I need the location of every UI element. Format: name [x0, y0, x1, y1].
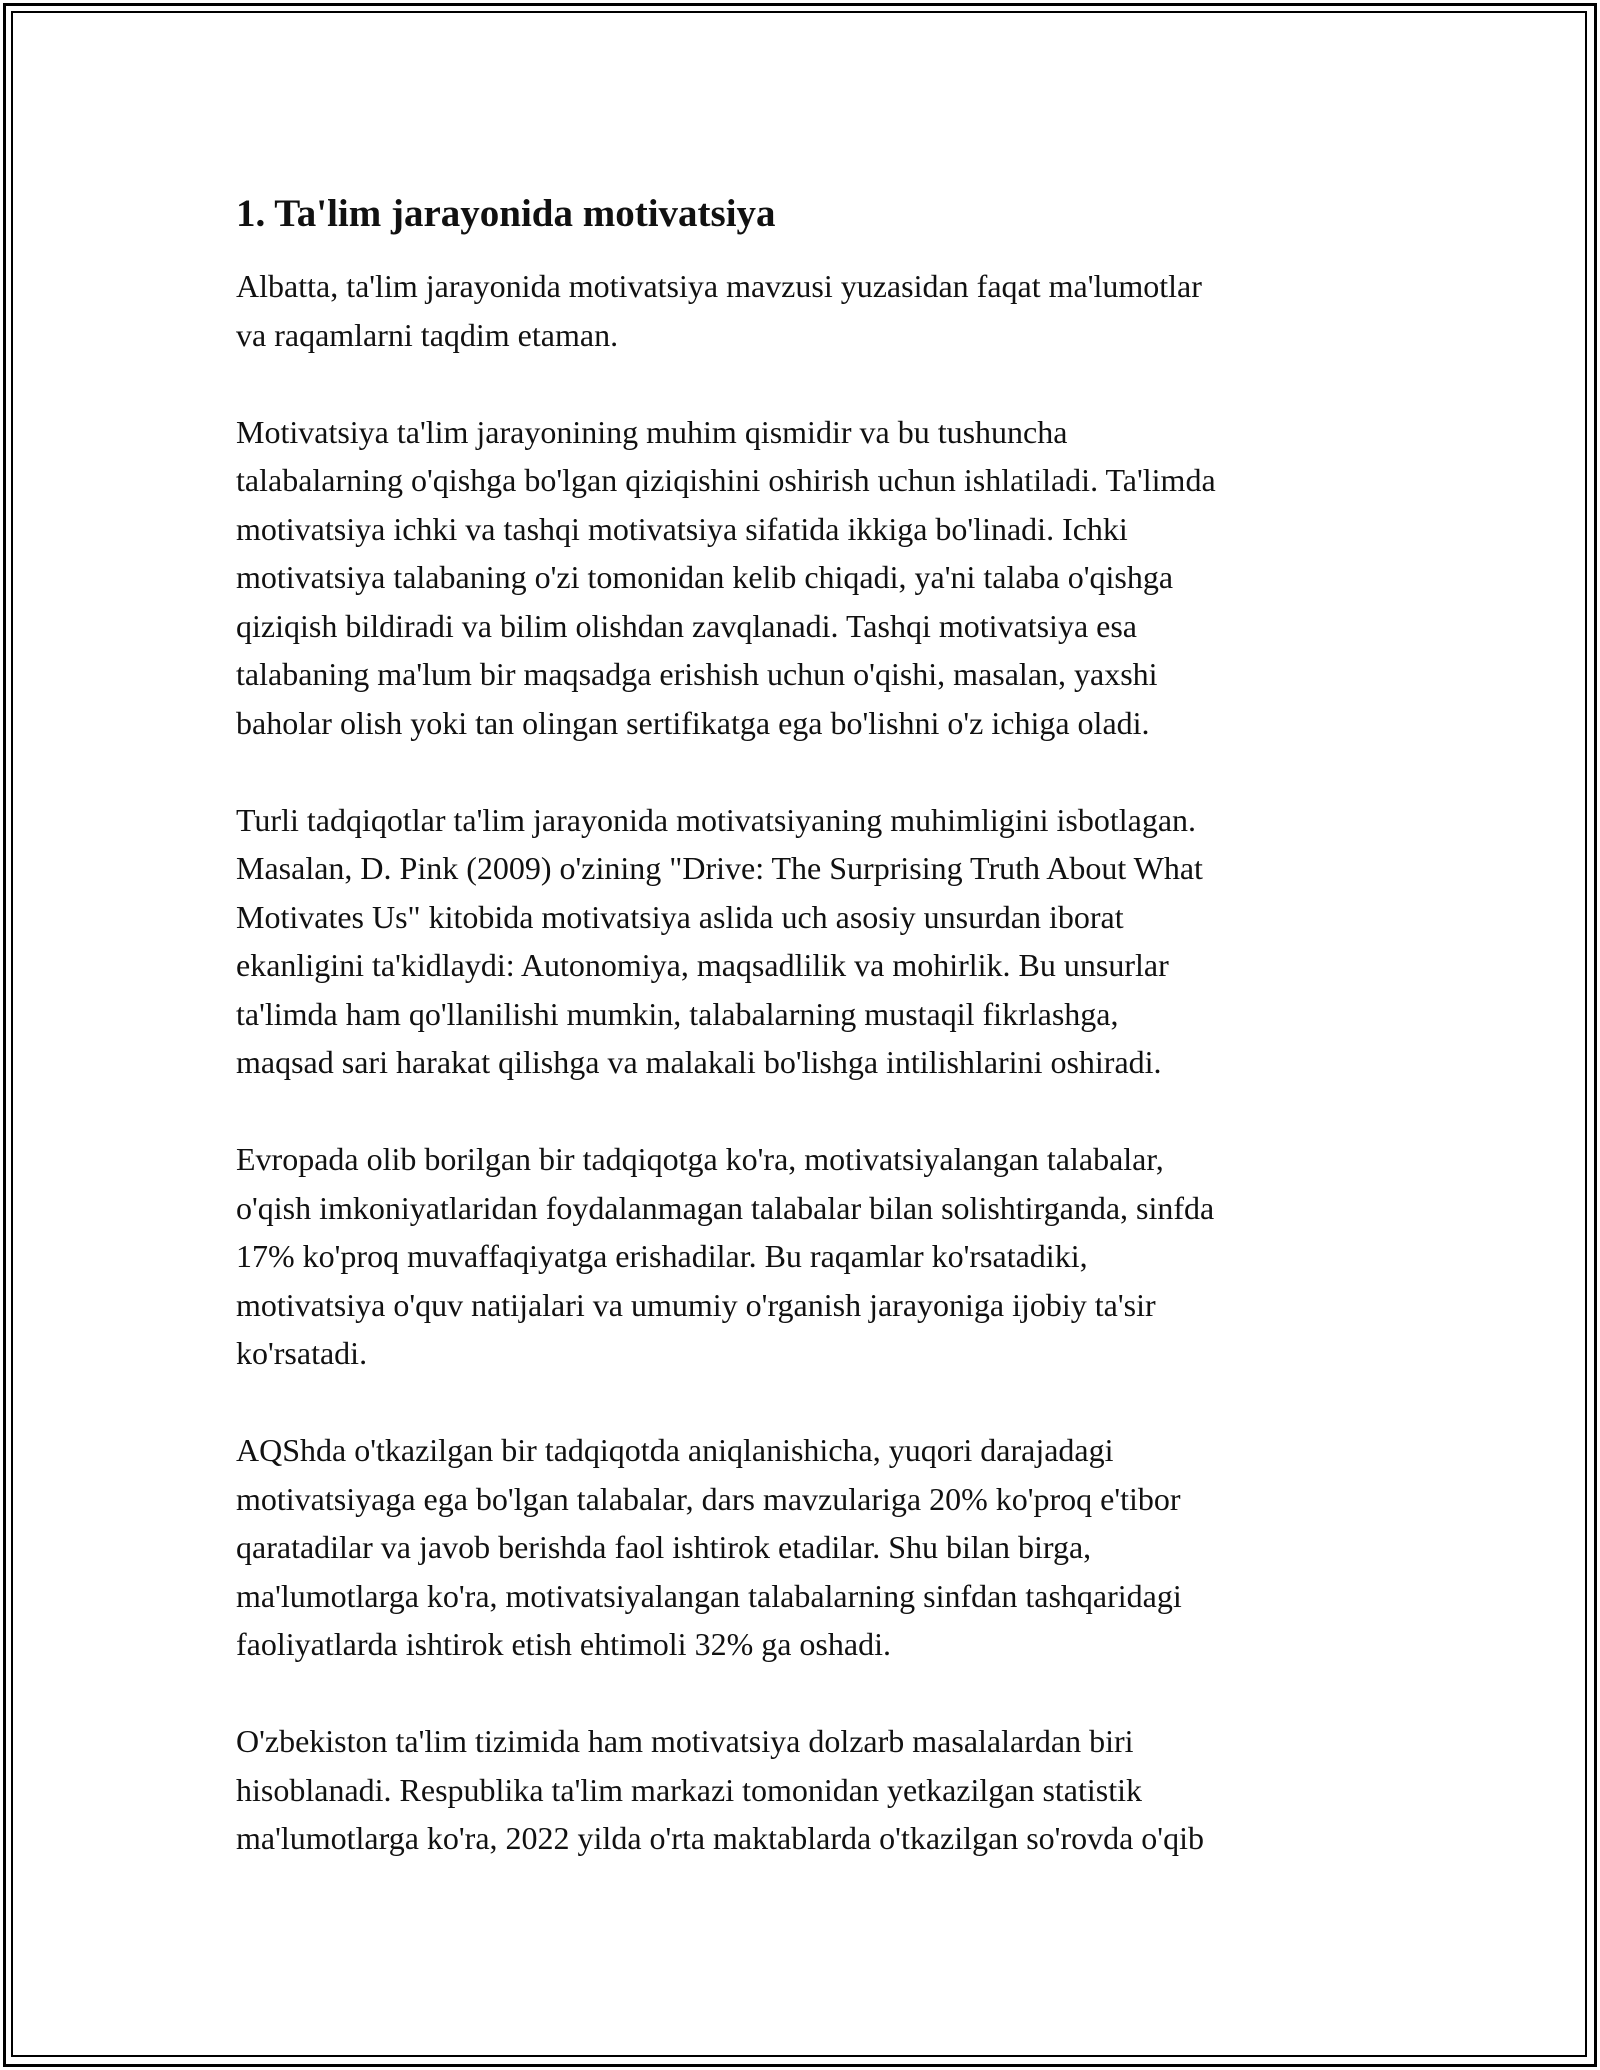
- text-line: ta'limda ham qo'llanilishi mumkin, talabalarning mustaqil fikrlashga,: [236, 995, 1119, 1032]
- text-line: ma'lumotlarga ko'ra, 2022 yilda o'rta maktablarda o'tkazilgan so'rovda o'qib: [236, 1820, 1204, 1856]
- text-line: o'qish imkoniyatlaridan foydalanmagan talabalar bilan solishtirganda, sinfda: [236, 1189, 1215, 1226]
- text-line: AQShda o'tkazilgan bir tadqiqotda aniqlanishicha, yuqori darajadagi: [236, 1432, 1114, 1468]
- paragraph-5: [236, 1426, 1376, 1669]
- text-line: motivatsiyaga ega bo'lgan talabalar, dars mavzulariga 20% ko'proq e'tibor: [236, 1480, 1181, 1517]
- paragraph-4: [236, 1135, 1376, 1378]
- text-line: motivatsiya ichki va tashqi motivatsiya sifatida ikkiga bo'linadi. Ichki: [236, 510, 1128, 547]
- text-line: baholar olish yoki tan olingan sertifikatga ega bo'lishni o'z ichiga oladi.: [236, 704, 1150, 741]
- paragraph-list: [236, 262, 1376, 1863]
- text-line: Evropada olib borilgan bir tadqiqotga ko'ra, motivatsiyalangan talabalar,: [236, 1141, 1164, 1177]
- text-line: talabalarning o'qishga bo'lgan qiziqishini oshirish uchun ishlatiladi. Ta'limda: [236, 462, 1216, 498]
- document-body: [236, 186, 1376, 1863]
- section-heading: 1. Ta'lim jarayonida motivatsiya: [236, 192, 776, 235]
- text-line: talabaning ma'lum bir maqsadga erishish uchun o'qishi, masalan, yaxshi: [236, 656, 1158, 692]
- text-line: va raqamlarni taqdim etaman.: [236, 316, 619, 353]
- paragraph-6: [236, 1717, 1376, 1863]
- text-line: hisoblanadi. Respublika ta'lim markazi tomonidan yetkazilgan statistik: [236, 1771, 1143, 1808]
- text-line: ekanligini ta'kidlaydi: Autonomiya, maqsadlilik va mohirlik. Bu unsurlar: [236, 947, 1169, 983]
- text-line: faoliyatlarda ishtirok etish ehtimoli 32% ga oshadi.: [236, 1626, 891, 1662]
- text-line: motivatsiya o'quv natijalari va umumiy o'rganish jarayoniga ijobiy ta'sir: [236, 1286, 1156, 1323]
- text-line: ko'rsatadi.: [236, 1335, 368, 1371]
- text-line: Albatta, ta'lim jarayonida motivatsiya mavzusi yuzasidan faqat ma'lumotlar: [236, 268, 1202, 304]
- text-line: maqsad sari harakat qilishga va malakali bo'lishga intilishlarini oshiradi.: [236, 1044, 1162, 1080]
- paragraph-2: [236, 408, 1376, 748]
- text-line: Turli tadqiqotlar ta'lim jarayonida motivatsiyaning muhimligini isbotlagan.: [236, 801, 1197, 838]
- paragraph-3: [236, 796, 1376, 1087]
- text-line: ma'lumotlarga ko'ra, motivatsiyalangan talabalarning sinfdan tashqaridagi: [236, 1577, 1182, 1614]
- paragraph-1: [236, 262, 1376, 359]
- text-line: O'zbekiston ta'lim tizimida ham motivatsiya dolzarb masalalardan biri: [236, 1723, 1134, 1759]
- text-line: Motivatsiya ta'lim jarayonining muhim qismidir va bu tushuncha: [236, 413, 1068, 450]
- text-line: Masalan, D. Pink (2009) o'zining "Drive: The Surprising Truth About What: [236, 850, 1203, 886]
- text-line: qaratadilar va javob berishda faol ishtirok etadilar. Shu bilan birga,: [236, 1529, 1092, 1565]
- text-line: Motivates Us" kitobida motivatsiya aslida uch asosiy unsurdan iborat: [236, 898, 1124, 935]
- text-line: qiziqish bildiradi va bilim olishdan zavqlanadi. Tashqi motivatsiya esa: [236, 607, 1137, 644]
- text-line: 17% ko'proq muvaffaqiyatga erishadilar. Bu raqamlar ko'rsatadiki,: [236, 1238, 1088, 1274]
- text-line: motivatsiya talabaning o'zi tomonidan kelib chiqadi, ya'ni talaba o'qishga: [236, 559, 1174, 595]
